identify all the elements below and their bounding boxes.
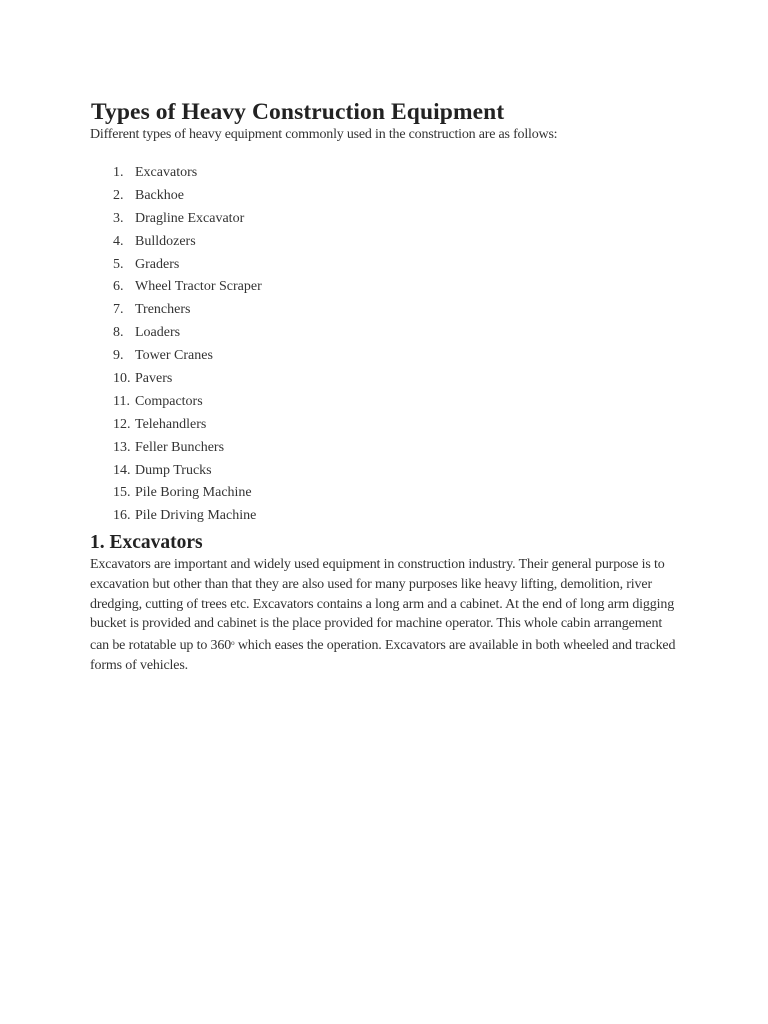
list-item-label: Excavators <box>135 165 198 180</box>
intro-paragraph: Different types of heavy equipment commonly used in the construction are as follows: <box>90 127 558 142</box>
list-item <box>113 322 262 345</box>
list-item-label: Compactors <box>135 393 203 409</box>
list-item <box>113 231 262 254</box>
list-item <box>113 391 262 414</box>
list-item <box>113 482 262 505</box>
section-paragraph <box>90 555 680 676</box>
page-title: Types of Heavy Construction Equipment <box>91 99 505 125</box>
degree-mark: o <box>231 639 235 648</box>
list-item-number: 12. <box>113 416 131 432</box>
list-item-number: 2. <box>113 187 124 203</box>
list-item-number: 11. <box>113 393 130 409</box>
list-item-label: Telehandlers <box>135 416 207 432</box>
list-item-number: 3. <box>113 210 124 226</box>
list-item-label: Graders <box>135 256 180 272</box>
list-item <box>113 162 262 185</box>
list-item <box>113 208 262 231</box>
list-item <box>113 437 262 460</box>
list-item-number: 10. <box>113 371 131 387</box>
section-text-part-1: Excavators are important and widely used equipment in construction industry. Their general purpose is to excavation but other than that they are also used for many purposes like heavy lifting, demolition, river dredging, cutting of trees etc. Excavators contains a long arm and a cabinet. At the end of long arm digging bucket is provided and cabinet is the place provided for machine operator. This whole cabin arrangement can be rotatable up to 360 <box>90 557 675 654</box>
list-item-label: Trenchers <box>135 302 191 318</box>
list-item-label: Bulldozers <box>135 233 196 249</box>
list-item-number: 9. <box>113 348 124 364</box>
section-text-part-2: which eases the operation. Excavators are available in both wheeled and tracked forms of vehicles. <box>90 638 676 673</box>
list-item-label: Loaders <box>135 325 181 341</box>
list-item-label: Wheel Tractor Scraper <box>135 279 262 295</box>
list-item-number: 6. <box>113 279 124 295</box>
list-item-label: Pile Driving Machine <box>135 508 257 524</box>
list-item <box>113 299 262 322</box>
list-item-number: 4. <box>113 233 124 249</box>
list-item-label: Tower Cranes <box>135 348 213 364</box>
list-item <box>113 276 262 299</box>
list-item <box>113 460 262 483</box>
list-item <box>113 345 262 368</box>
list-item <box>113 368 262 391</box>
list-item-number: 15. <box>113 485 131 501</box>
list-item-label: Pile Boring Machine <box>135 485 252 501</box>
list-item-label: Backhoe <box>135 187 184 203</box>
list-item <box>113 414 262 437</box>
list-item-number: 7. <box>113 302 124 318</box>
list-item-number: 13. <box>113 439 131 455</box>
section-heading: 1. Excavators <box>90 532 203 553</box>
list-item <box>113 254 262 277</box>
list-item-label: Dump Trucks <box>135 462 212 478</box>
list-item-number: 5. <box>113 256 124 272</box>
list-item <box>113 185 262 208</box>
list-item-number: 1. <box>113 165 124 180</box>
list-item-number: 14. <box>113 462 131 478</box>
list-item-label: Pavers <box>135 371 173 387</box>
list-item-label: Dragline Excavator <box>135 210 245 226</box>
list-item-label: Feller Bunchers <box>135 439 225 455</box>
list-item-number: 16. <box>113 508 131 524</box>
list-item <box>113 505 262 528</box>
equipment-list <box>113 162 262 528</box>
list-item-number: 8. <box>113 325 124 341</box>
